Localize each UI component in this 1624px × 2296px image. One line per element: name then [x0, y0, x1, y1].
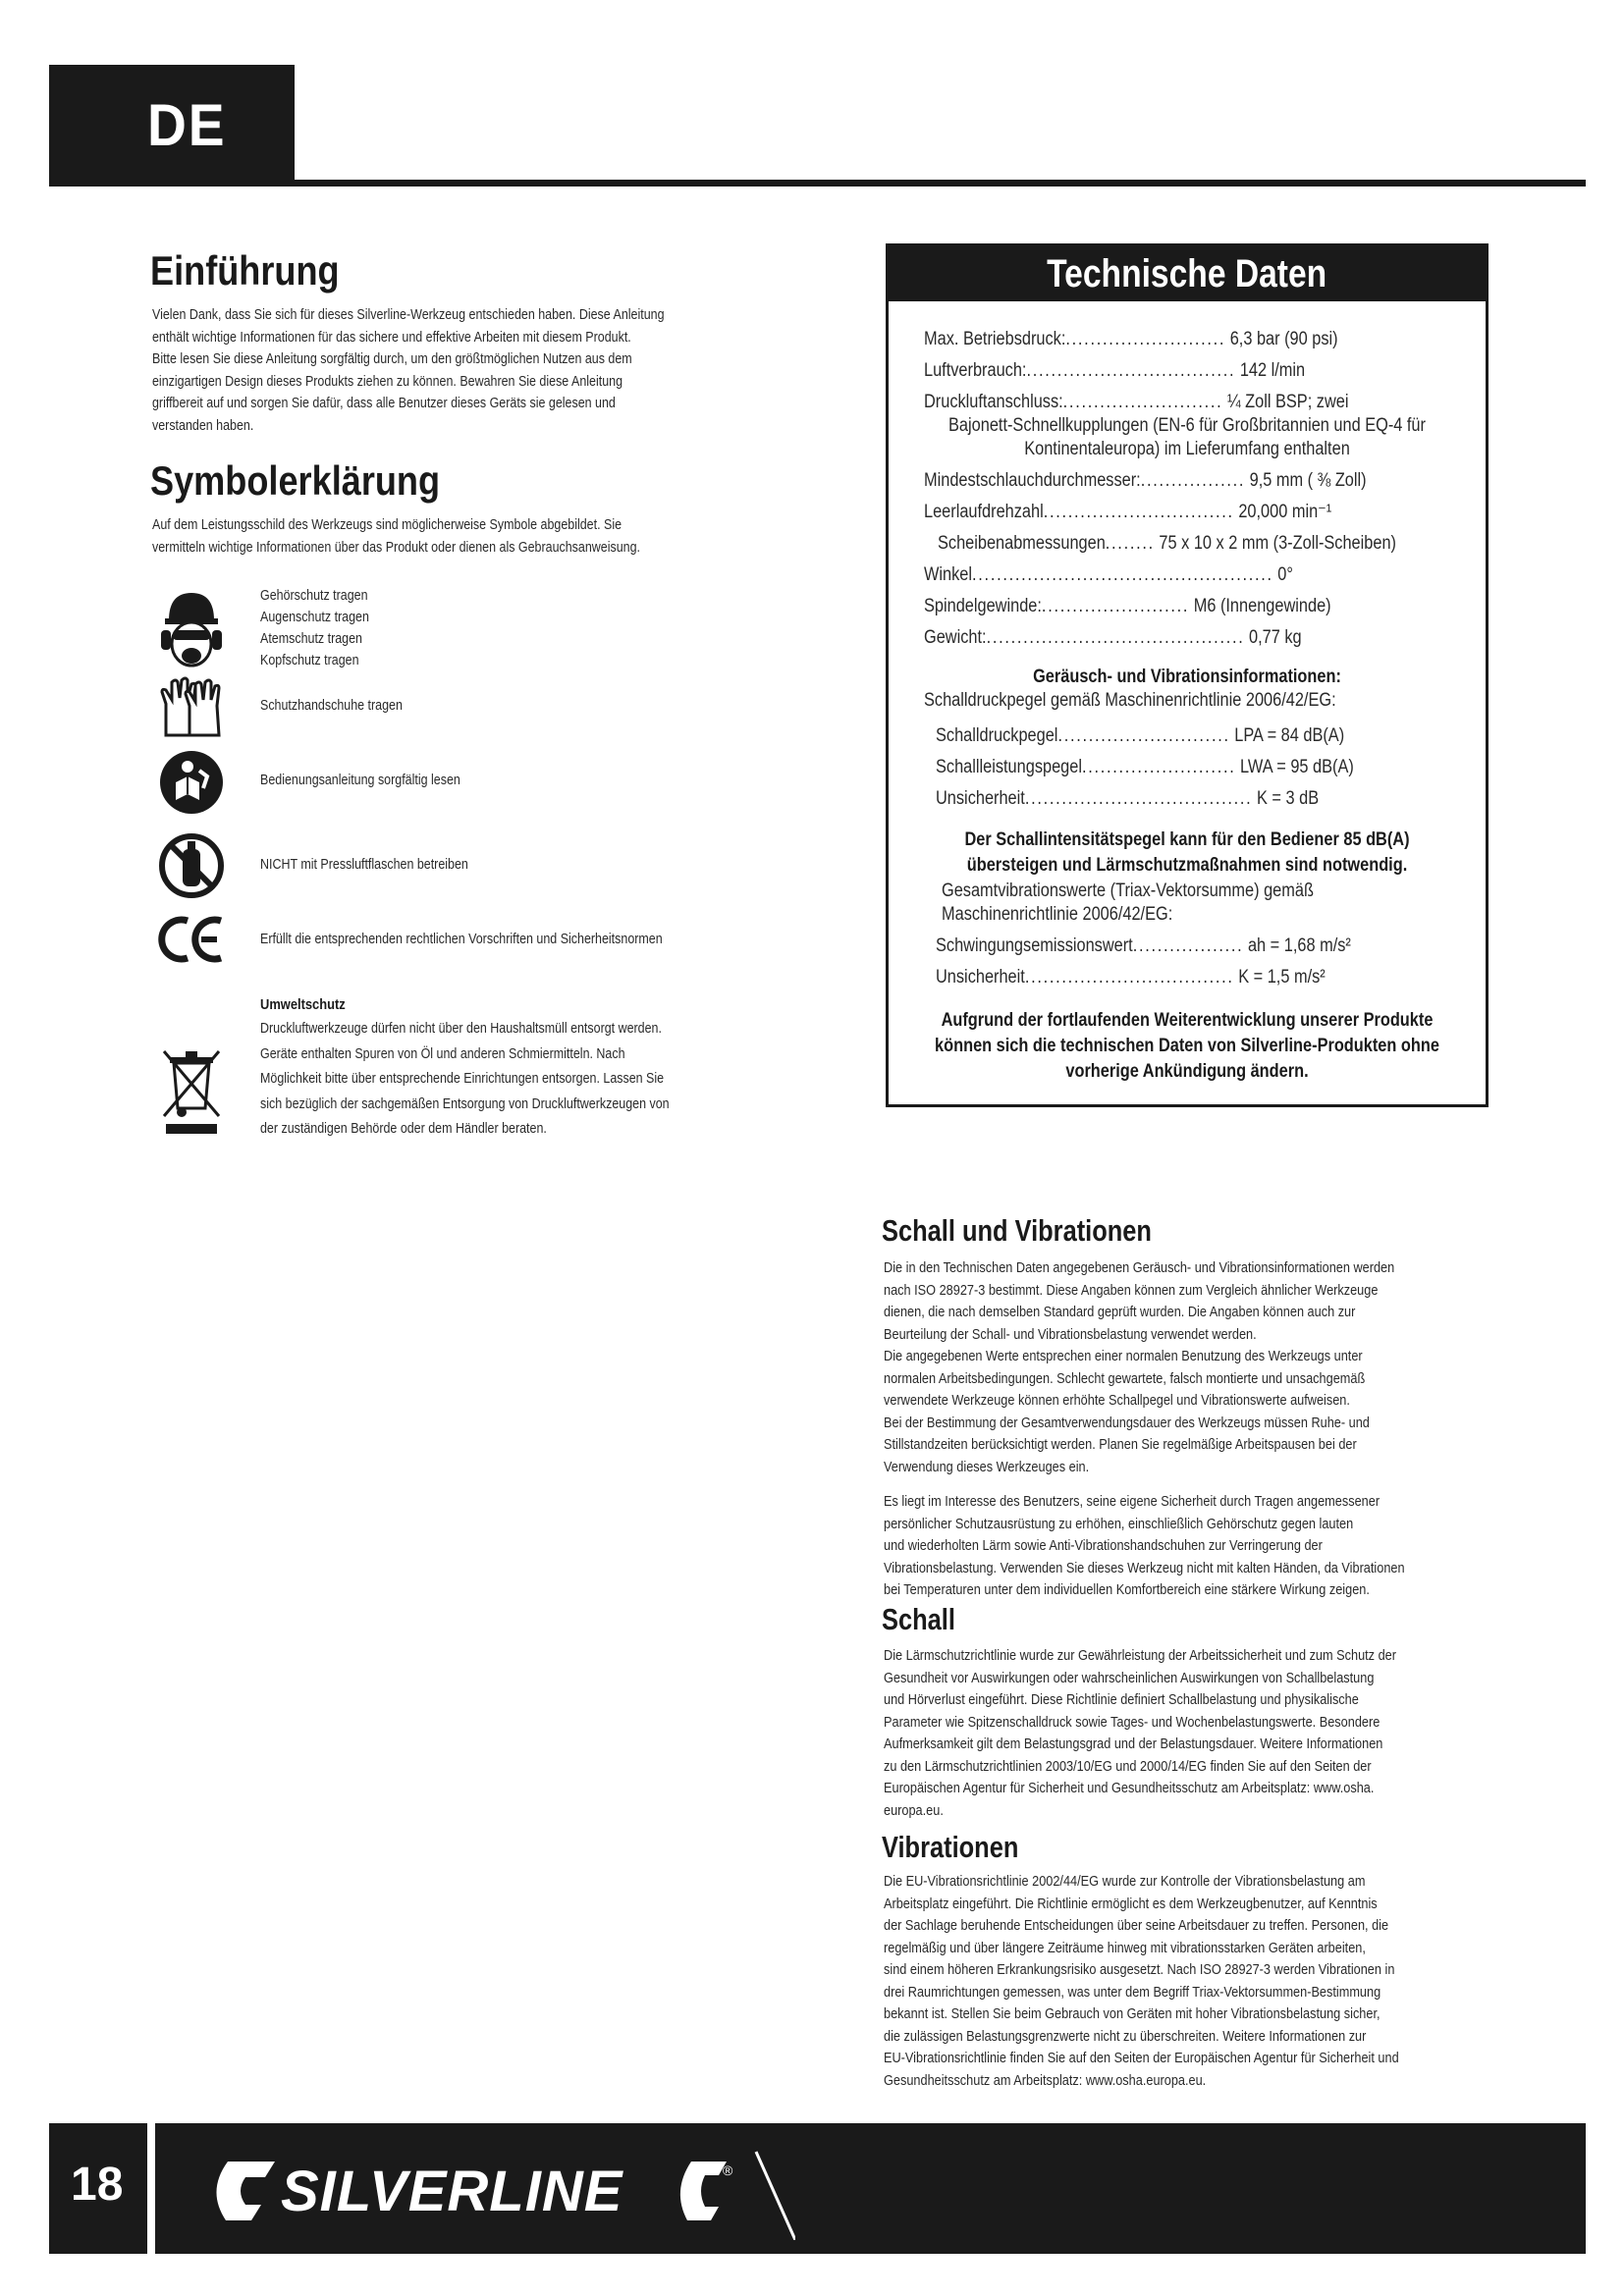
text-line: einzigartigen Design dieses Produkts ziehen zu können. Bewahren Sie diese Anleitung [152, 373, 623, 390]
text-line: Atemschutz tragen [260, 631, 362, 647]
intro-title: Einführung [150, 247, 340, 294]
text-line: Gehörschutz tragen [260, 588, 368, 604]
text-line: der Sachlage beruhende Entscheidungen über seine Arbeitsdauer zu treffen. Personen, die [884, 1918, 1389, 1934]
spec-label: Luftverbrauch: [924, 360, 1027, 381]
svg-text:®: ® [723, 2163, 733, 2178]
text-line: Aufmerksamkeit gilt dem Belastungsgrad und der Belastungsdauer. Weitere Informationen [884, 1736, 1383, 1752]
brand-wordmark: SILVERLINE [281, 2160, 623, 2223]
text-line: Verwendung dieses Werkzeuges ein. [884, 1459, 1090, 1475]
symbol-row-ce [152, 911, 663, 968]
vibration-subtitle: Maschinenrichtlinie 2006/42/EG: [942, 904, 1173, 925]
spec-row [924, 327, 1338, 352]
environment-text [260, 1017, 670, 1143]
tech-data-header [889, 246, 1486, 301]
spec-label: Gewicht: [924, 627, 987, 648]
silverline-logo [206, 2142, 795, 2245]
text-line: sind einem höheren Erkrankungsrisiko ausgesetzt. Nach ISO 28927-3 werden Vibrationen in [884, 1962, 1395, 1978]
text-line: vermitteln wichtige Informationen über das Produkt oder dienen als Gebrauchsanweisung. [152, 539, 641, 556]
text-line: Die in den Technischen Daten angegebenen Geräusch- und Vibrationsinformationen werden [884, 1260, 1395, 1276]
symbol-row-ppe [152, 583, 369, 677]
spec-value: LPA = 84 dB(A) [1229, 725, 1345, 746]
spec-value: 142 l/min [1235, 360, 1306, 381]
spec-label: Mindestschlauchdurchmesser: [924, 470, 1141, 491]
spec-value: LWA = 95 dB(A) [1235, 757, 1354, 777]
symbols-intro-text [152, 514, 640, 559]
sound-vibration-text-2 [884, 1491, 1405, 1602]
text-line: griffbereit auf und sorgen Sie dafür, dass alle Benutzer dieses Geräts sie gelesen und [152, 396, 616, 411]
spec-leader: ............................... [1043, 502, 1234, 522]
spec-row [924, 594, 1331, 619]
spec-row [936, 965, 1326, 990]
text-line: persönlicher Schutzausrüstung zu erhöhen, einschließlich Gehörschutz gegen lauten [884, 1516, 1354, 1532]
text-line: Arbeitsplatz eingeführt. Die Richtlinie ermöglicht es dem Werkzeugbenutzer, auf Kenntnis [884, 1896, 1378, 1912]
gloves-text: Schutzhandschuhe tragen [260, 698, 403, 714]
spec-label: Spindelgewinde: [924, 596, 1042, 616]
intro-text [152, 304, 665, 437]
spec-leader: ........ [1105, 533, 1155, 554]
sound-title: Schall [882, 1602, 955, 1636]
spec-value: 0,77 kg [1244, 627, 1302, 648]
text-line: verwendete Werkzeuge können erhöhte Schallpegel und Vibrationswerte aufweisen. [884, 1393, 1350, 1409]
tech-note: Bajonett-Schnellkupplungen (EN-6 für Großbritannien und EQ-4 für [948, 415, 1426, 436]
text-line: regelmäßig und über längere Zeiträume hinweg mit vibrationsstarken Geräten arbeiten, [884, 1940, 1366, 1956]
sound-vibration-text-1 [884, 1257, 1394, 1478]
tech-data-box [886, 243, 1489, 1107]
spec-leader: .......................... [1065, 329, 1226, 349]
text-line: enthält wichtige Informationen für das sichere und effektive Arbeiten mit diesem Produkt. [152, 329, 631, 346]
spec-leader: ................................................. [972, 564, 1273, 585]
text-line: Stillstandzeiten berücksichtigt werden. Planen Sie regelmäßige Arbeitspausen bei der [884, 1437, 1357, 1453]
sound-vibration-title: Schall und Vibrationen [882, 1213, 1152, 1248]
spec-label: Leerlaufdrehzahl [924, 502, 1044, 522]
spec-leader: .................. [1132, 935, 1244, 956]
spec-row [924, 390, 1348, 415]
spec-label: Scheibenabmessungen [938, 533, 1106, 554]
spec-leader: .......................... [1062, 392, 1223, 412]
spec-label: Schwingungsemissionswert [936, 935, 1133, 956]
text-line: Gesundheit vor Auswirkungen oder wahrscheinlichen Auswirkungen von Schallbelastung [884, 1670, 1375, 1686]
tech-note-bold: Geräusch- und Vibrationsinformationen: [1033, 667, 1341, 687]
header-rule [49, 180, 1586, 187]
spec-row [936, 934, 1351, 959]
text-line: Bitte lesen Sie diese Anleitung sorgfältig durch, um den größtmöglichen Nutzen aus dem [152, 351, 632, 367]
spec-value: K = 1,5 m/s² [1233, 967, 1326, 988]
tech-note-bold: Aufgrund der fortlaufenden Weiterentwicklung unserer Produkte [941, 1010, 1434, 1031]
gloves-icon [152, 676, 231, 739]
spec-value: M6 (Innengewinde) [1189, 596, 1331, 616]
vibration-subtitle: Gesamtvibrationswerte (Triax-Vektorsumme) gemäß [942, 881, 1314, 901]
text-line: die zulässigen Belastungsgrenzwerte nicht zu überschreiten. Weitere Informationen zur [884, 2028, 1367, 2045]
tech-note-bold: übersteigen und Lärmschutzmaßnahmen sind notwendig. [966, 855, 1408, 876]
spec-row [924, 562, 1293, 588]
text-line: nach ISO 28927-3 bestimmt. Diese Angaben können zum Vergleich ähnlicher Werkzeuge [884, 1282, 1379, 1299]
tech-data-title: Technische Daten [1047, 252, 1327, 295]
text-line: zu den Lärmschutzrichtlinien 2003/10/EG und 2000/14/EG finden Sie auf den Seiten der [884, 1758, 1372, 1775]
text-line: Die Lärmschutzrichtlinie wurde zur Gewährleistung der Arbeitssicherheit und zum Schutz der [884, 1648, 1396, 1664]
text-line: Vielen Dank, dass Sie sich für dieses Silverline-Werkzeug entschieden haben. Diese Anleitung [152, 307, 665, 323]
no-cylinder-text: NICHT mit Pressluftflaschen betreiben [260, 857, 468, 873]
noise-subtitle: Schalldruckpegel gemäß Maschinenrichtlinie 2006/42/EG: [924, 690, 1336, 711]
spec-label: Schallleistungspegel [936, 757, 1082, 777]
spec-leader: ............................ [1057, 725, 1230, 746]
symbol-row-no-cylinder [152, 830, 468, 901]
text-line: und wiederholten Lärm sowie Anti-Vibrationshandschuhen zur Verringerung der [884, 1538, 1323, 1554]
tech-note-bold: vorherige Ankündigung ändern. [1065, 1061, 1309, 1082]
spec-label: Unsicherheit [936, 788, 1025, 809]
spec-leader: ........................ [1041, 596, 1190, 616]
footer-divider [147, 2123, 155, 2254]
ce-mark-icon [152, 915, 231, 964]
spec-leader: .................................. [1026, 360, 1236, 381]
spec-value: 20,000 min⁻¹ [1233, 502, 1332, 522]
spec-row [924, 500, 1331, 525]
language-code: DE [147, 92, 227, 158]
tech-note: Kontinentaleuropa) im Lieferumfang enthalten [1024, 439, 1350, 459]
text-line: Augenschutz tragen [260, 610, 369, 625]
weee-bin-icon [152, 1006, 231, 1138]
sound-text [884, 1645, 1396, 1822]
vibration-text [884, 1871, 1399, 2092]
text-line: Beurteilung der Schall- und Vibrationsbelastung verwendet werden. [884, 1326, 1257, 1343]
spec-value: K = 3 dB [1252, 788, 1320, 809]
spec-row [938, 531, 1396, 557]
symbol-row-manual [152, 748, 460, 817]
text-line: Vibrationsbelastung. Verwenden Sie dieses Werkzeug nicht mit kalten Händen, da Vibrationen [884, 1560, 1405, 1576]
spec-leader: ......................... [1081, 757, 1236, 777]
ce-text: Erfüllt die entsprechenden rechtlichen Vorschriften und Sicherheitsnormen [260, 932, 663, 947]
spec-label: Unsicherheit [936, 967, 1025, 988]
text-line: Europäischen Agentur für Sicherheit und Gesundheitsschutz am Arbeitsplatz: www.osha. [884, 1781, 1375, 1796]
spec-row [924, 358, 1305, 384]
text-line: Auf dem Leistungsschild des Werkzeugs sind möglicherweise Symbole abgebildet. Sie [152, 517, 623, 533]
text-line: Es liegt im Interesse des Benutzers, seine eigene Sicherheit durch Tragen angemessener [884, 1494, 1380, 1510]
text-line: sich bezüglich der sachgemäßen Entsorgung von Druckluftwerkzeugen von [260, 1095, 670, 1112]
symbol-row-gloves [152, 675, 403, 740]
text-line: EU-Vibrationsrichtlinie finden Sie auf den Seiten der Europäischen Agentur für Sicherheit und [884, 2051, 1399, 2066]
text-line: und Hörverlust eingeführt. Diese Richtlinie definiert Schallbelastung und physikalische [884, 1692, 1359, 1708]
text-line: Kopfschutz tragen [260, 653, 359, 668]
text-line: drei Raumrichtungen gemessen, was unter dem Begriff Triax-Vektorsummen-Bestimmung [884, 1984, 1381, 2001]
spec-label: Max. Betriebsdruck: [924, 329, 1066, 349]
text-line: Die EU-Vibrationsrichtlinie 2002/44/EG wurde zur Kontrolle der Vibrationsbelastung am [884, 1874, 1366, 1890]
spec-value: 75 x 10 x 2 mm (3-Zoll-Scheiben) [1154, 533, 1396, 554]
text-line: Geräte enthalten Spuren von Öl und anderen Schmiermitteln. Nach [260, 1045, 625, 1062]
spec-label: Schalldruckpegel [936, 725, 1058, 746]
spec-label: Druckluftanschluss: [924, 392, 1063, 412]
spec-leader: .......................................... [986, 627, 1245, 648]
text-line: normalen Arbeitsbedingungen. Schlecht gewartete, falsch montierte und unsachgemäß [884, 1370, 1366, 1387]
spec-row [936, 786, 1319, 812]
text-line: bekannt ist. Stellen Sie beim Gebrauch von Geräten mit hoher Vibrationsbelastung sicher, [884, 2006, 1380, 2022]
text-line: der zuständigen Behörde oder dem Händler beraten. [260, 1121, 547, 1137]
spec-leader: ................. [1140, 470, 1246, 491]
spec-leader: .................................. [1024, 967, 1234, 988]
text-line: Möglichkeit bitte über entsprechende Einrichtungen entsorgen. Lassen Sie [260, 1071, 665, 1087]
no-air-cylinder-icon [152, 831, 231, 900]
page-number: 18 [71, 2159, 124, 2211]
spec-row [924, 468, 1367, 494]
spec-row [924, 625, 1302, 651]
read-manual-icon [152, 749, 231, 816]
spec-value: 0° [1272, 564, 1293, 585]
symbol-row-environment [152, 993, 670, 1150]
spec-row [936, 755, 1354, 780]
tech-note-bold: können sich die technischen Daten von Silverline-Produkten ohne [935, 1036, 1439, 1056]
text-line: europa.eu. [884, 1802, 944, 1819]
symbols-title: Symbolerklärung [150, 457, 441, 504]
text-line: verstanden haben. [152, 417, 254, 434]
ppe-head-icon [152, 587, 231, 673]
text-line: Parameter wie Spitzenschalldruck sowie Tages- und Wochenbelastungswerte. Besondere [884, 1714, 1380, 1731]
spec-value: ah = 1,68 m/s² [1243, 935, 1351, 956]
spec-row [936, 723, 1344, 749]
spec-value: 6,3 bar (90 psi) [1225, 329, 1338, 349]
spec-leader: ..................................... [1024, 788, 1253, 809]
text-line: Druckluftwerkzeuge dürfen nicht über den Haushaltsmüll entsorgt werden. [260, 1021, 662, 1037]
spec-label: Winkel [924, 564, 973, 585]
spec-value: 9,5 mm ( ⅜ Zoll) [1245, 470, 1367, 491]
text-line: Gesundheitsschutz am Arbeitsplatz: www.osha.europa.eu. [884, 2072, 1207, 2089]
spec-value: ¼ Zoll BSP; zwei [1222, 392, 1349, 412]
text-line: dienen, die nach demselben Standard geprüft wurden. Die Angaben können auch zur [884, 1305, 1356, 1320]
text-line: Bei der Bestimmung der Gesamtverwendungsdauer des Werkzeugs müssen Ruhe- und [884, 1415, 1370, 1431]
environment-title: Umweltschutz [260, 996, 346, 1013]
vibration-title: Vibrationen [882, 1830, 1019, 1864]
tech-note-bold: Der Schallintensitätspegel kann für den Bediener 85 dB(A) [964, 829, 1410, 850]
ppe-text [260, 585, 369, 671]
text-line: bei Temperaturen unter dem individuellen Komfortbereich eine stärkere Wirkung zeigen. [884, 1582, 1370, 1598]
manual-text: Bedienungsanleitung sorgfältig lesen [260, 773, 460, 788]
text-line: Die angegebenen Werte entsprechen einer normalen Benutzung des Werkzeugs unter [884, 1349, 1363, 1364]
environment-block [260, 993, 670, 1143]
